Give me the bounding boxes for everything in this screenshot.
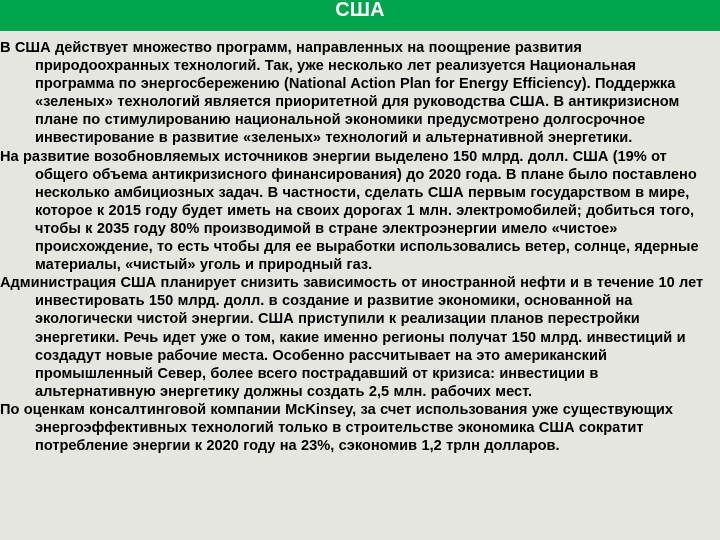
title-bar (0, 0, 720, 31)
slide-title: США (335, 0, 385, 21)
slide-content (0, 39, 706, 455)
paragraph-mckinsey: По оценкам консалтинговой компании McKinsey, за счет использования уже существующих энергоэффективных технологий только в строительстве экономика США сократит потребление энергии к 2020 году на 23%, сэкономив 1,2 трлн долларов. (0, 401, 674, 455)
paragraph-programs: В США действует множество программ, направленных на поощрение развития природоохранных технологий. Так, уже несколько лет реализуется Национальная программа по энергосбережению (National Action Plan for Energy Efficiency). Поддержка «зеленых» технологий является приоритетной для руководства США. В антикризисном плане по стимулированию национальной экономики предусмотрено долгосрочное инвестирование в развитие «зеленых» технологий и альтернативной энергетики. (0, 40, 680, 147)
paragraph-renewables: На развитие возобновляемых источников энергии выделено 150 млрд. долл. США (19% от общего объема антикризисного финансирования) до 2020 года. В плане было поставлено несколько амбициозных задач. В частности, сделать США первым государством в мире, которое к 2015 году будет иметь на своих дорогах 1 млн. электромобилей; добиться того, чтобы к 2035 году 80% производимой в стране электроэнергии имело «чистое» происхождение, то есть чтобы для ее выработки использовались ветер, солнце, ядерные материалы, «чистый» уголь и природный газ. (0, 148, 699, 274)
paragraph-administration: Администрация США планирует снизить зависимость от иностранной нефти и в течение 10 лет инвестировать 150 млрд. долл. в создание и развитие экономики, основанной на экологически чистой энергии. США приступили к реализации планов перестройки энергетики. Речь идет уже о том, какие именно регионы получат 150 млрд. инвестиций и создадут новые рабочие места. Особенно рассчитывает на это американский промышленный Север, более всего пострадавший от кризиса: инвестиции в альтернативную энергетику должны создать 2,5 млн. рабочих мест. (0, 275, 704, 400)
